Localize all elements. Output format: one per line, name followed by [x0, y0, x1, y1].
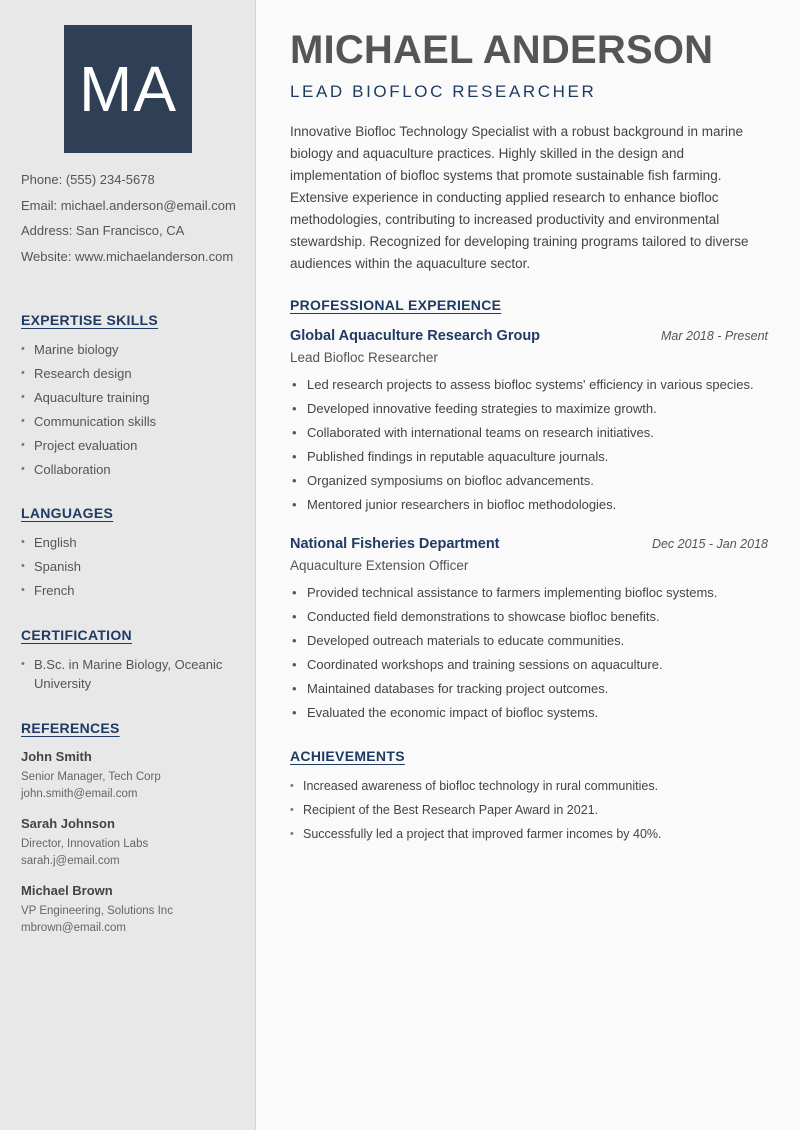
languages-heading: LANGUAGES [21, 505, 114, 521]
reference-entry [21, 815, 246, 870]
job-role: Aquaculture Extension Officer [290, 558, 469, 573]
job-dates: Mar 2018 - Present [661, 329, 768, 343]
skill-item: • Marine biology [21, 340, 246, 359]
language-item: • Spanish [21, 557, 246, 576]
job-bullet: • Conducted field demonstrations to showcase biofloc benefits. [290, 607, 768, 626]
job-entry [290, 328, 768, 519]
job-entry [290, 536, 768, 727]
profile-summary: Innovative Biofloc Technology Specialist with a robust background in marine biology and aquaculture practices. Highly skilled in the design and implementation of biofloc systems that promote sustainable fish farming. Extensive experience in conducting applied research to enhance biofloc methodologies, contributing to increased productivity and environmental stewardship. Recognized for developing training programs tailored to diverse audiences within the aquaculture sector. [290, 124, 749, 271]
job-bullet: • Mentored junior researchers in biofloc methodologies. [290, 495, 768, 514]
contact-website: Website: www.michaelanderson.com [21, 248, 234, 264]
skill-item: • Communication skills [21, 412, 246, 431]
sidebar [0, 0, 256, 1130]
job-bullet: • Developed outreach materials to educate communities. [290, 631, 768, 650]
job-dates: Dec 2015 - Jan 2018 [651, 537, 768, 551]
job-bullet: • Developed innovative feeding strategies to maximize growth. [290, 399, 768, 418]
company-name: Global Aquaculture Research Group [290, 328, 541, 344]
skills-section [21, 312, 246, 484]
candidate-name: MICHAEL ANDERSON [290, 28, 714, 72]
reference-role: Director, Innovation Labs [21, 838, 149, 850]
certification-section [21, 627, 246, 698]
skill-item: • Project evaluation [21, 436, 246, 455]
achievements-list [290, 777, 768, 849]
achievement-item: • Recipient of the Best Research Paper Award in 2021. [290, 801, 768, 820]
experience-heading: PROFESSIONAL EXPERIENCE [290, 297, 502, 313]
job-bullet: • Evaluated the economic impact of biofloc systems. [290, 703, 768, 722]
certification-item: • B.Sc. in Marine Biology, Oceanic University [21, 655, 246, 693]
reference-name: Sarah Johnson [21, 816, 115, 831]
language-item: • English [21, 533, 246, 552]
achievement-item: • Increased awareness of biofloc technology in rural communities. [290, 777, 768, 796]
reference-email: mbrown@email.com [21, 922, 126, 934]
reference-email: john.smith@email.com [21, 788, 138, 800]
skills-heading: EXPERTISE SKILLS [21, 312, 159, 328]
skill-item: • Research design [21, 364, 246, 383]
skill-item: • Aquaculture training [21, 388, 246, 407]
job-bullet: • Provided technical assistance to farmers implementing biofloc systems. [290, 583, 768, 602]
job-bullet: • Organized symposiums on biofloc advancements. [290, 471, 768, 490]
reference-name: Michael Brown [21, 883, 113, 898]
monogram-avatar: MA [64, 25, 192, 153]
certification-heading: CERTIFICATION [21, 627, 132, 643]
references-section [21, 720, 246, 937]
job-role: Lead Biofloc Researcher [290, 350, 438, 365]
job-bullet: • Collaborated with international teams on research initiatives. [290, 423, 768, 442]
company-name: National Fisheries Department [290, 536, 500, 552]
job-bullet: • Coordinated workshops and training sessions on aquaculture. [290, 655, 768, 674]
achievement-item: • Successfully led a project that improved farmer incomes by 40%. [290, 825, 768, 844]
job-bullet: • Led research projects to assess biofloc systems' efficiency in various species. [290, 375, 768, 394]
reference-email: sarah.j@email.com [21, 855, 120, 867]
achievements-heading: ACHIEVEMENTS [290, 748, 405, 764]
reference-role: VP Engineering, Solutions Inc [21, 905, 173, 917]
languages-section [21, 505, 246, 605]
job-bullet: • Published findings in reputable aquaculture journals. [290, 447, 768, 466]
contact-info [21, 170, 251, 272]
references-heading: REFERENCES [21, 720, 120, 736]
contact-address: Address: San Francisco, CA [21, 223, 185, 238]
job-bullet: • Maintained databases for tracking project outcomes. [290, 679, 768, 698]
contact-email: Email: michael.anderson@email.com [21, 197, 236, 213]
contact-phone: Phone: (555) 234-5678 [21, 172, 155, 187]
reference-role: Senior Manager, Tech Corp [21, 771, 161, 783]
reference-name: John Smith [21, 749, 92, 764]
skill-item: • Collaboration [21, 460, 246, 479]
reference-entry [21, 882, 246, 937]
language-item: • French [21, 581, 246, 600]
job-title: LEAD BIOFLOC RESEARCHER [290, 82, 597, 101]
reference-entry [21, 748, 246, 803]
